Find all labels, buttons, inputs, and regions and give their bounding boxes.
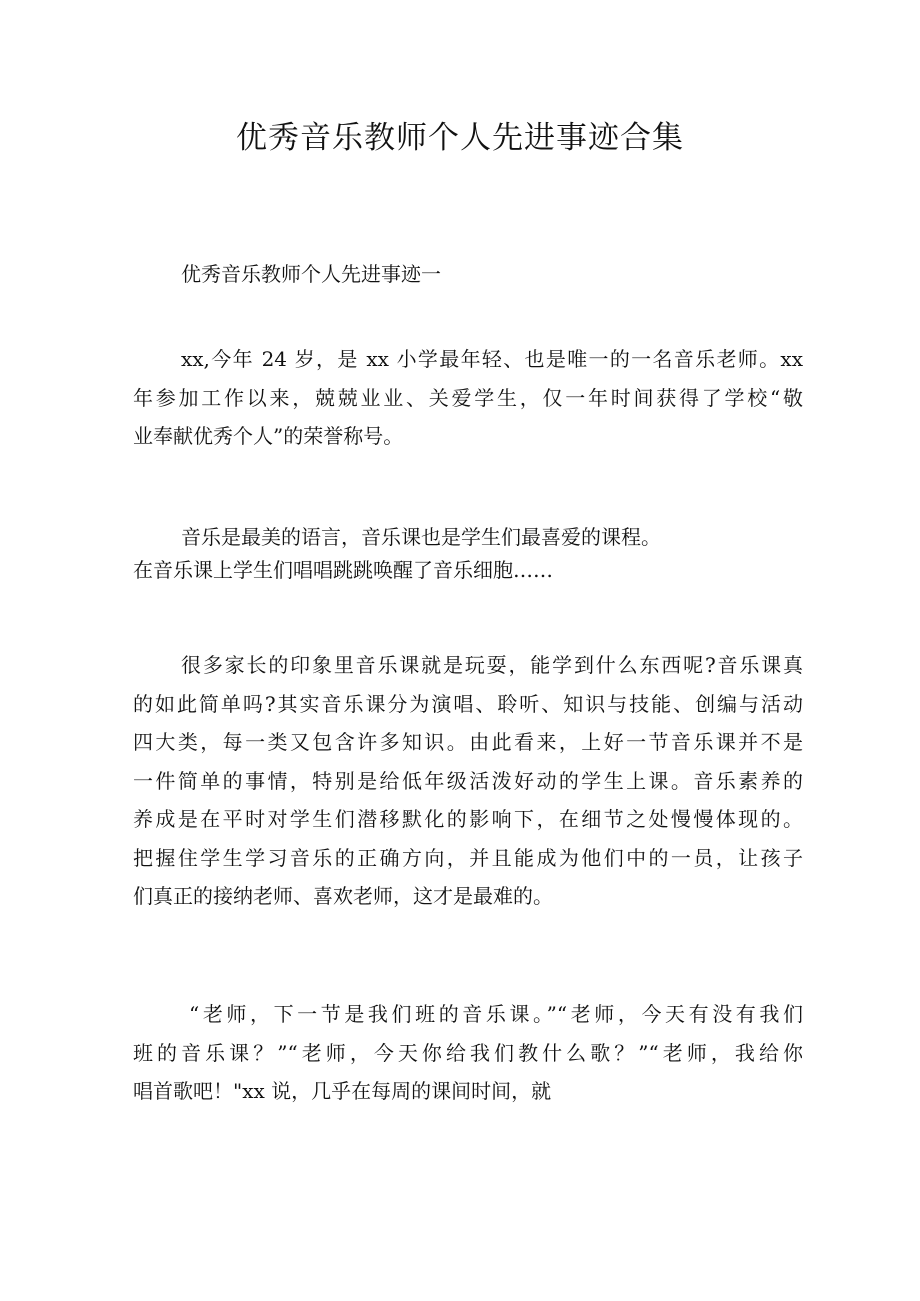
document-title: 优秀音乐教师个人先进事迹合集 [236,120,684,156]
section-heading [133,255,803,294]
paragraph-2-line-2: 在音乐课上学生们唱唱跳跳唤醒了音乐细胞…… [133,557,553,582]
paragraph-3-line-4: 一件简单的事情，特别是给低年级活泼好动的学生上课。音乐素养的 [133,768,803,793]
paragraph-3-line-7: 们真正的接纳老师、喜欢老师，这才是最难的。 [133,884,553,908]
paragraph-4-line-3: 唱首歌吧！"xx 说，几乎在每周的课间时间，就 [133,1079,552,1103]
paragraph-2-line-1: 音乐是最美的语言，音乐课也是学生们最喜爱的课程。 [181,525,661,549]
paragraph-1 [133,340,803,456]
paragraph-3-line-6: 把握住学生学习音乐的正确方向，并且能成为他们中的一员，让孩子 [133,845,803,870]
paragraph-2 [133,518,803,589]
paragraph-1-line-2: 年参加工作以来，兢兢业业、关爱学生，仅一年时间获得了学校“敬 [133,385,803,410]
paragraph-3 [133,646,803,916]
paragraph-1-line-3: 业奉献优秀个人”的荣誉称号。 [133,424,404,448]
paragraph-3-line-3: 四大类，每一类又包含许多知识。由此看来，上好一节音乐课并不是 [133,730,803,754]
paragraph-4-line-1: “老师，下一节是我们班的音乐课。”“老师，今天有没有我们 [189,1002,803,1026]
paragraph-4 [133,995,803,1111]
paragraph-1-line-1: xx,今年 24 岁，是 xx 小学最年轻、也是唯一的一名音乐老师。xx [181,347,803,371]
paragraph-4-line-2: 班的音乐课？”“老师，今天你给我们教什么歌？”“老师，我给你 [133,1040,803,1065]
section-heading-text: 优秀音乐教师个人先进事迹一 [181,262,441,286]
paragraph-3-line-5: 养成是在平时对学生们潜移默化的影响下，在细节之处慢慢体现的。 [133,807,803,831]
paragraph-3-line-1: 很多家长的印象里音乐课就是玩耍，能学到什么东西呢?音乐课真 [181,653,803,677]
paragraph-3-line-2: 的如此简单吗?其实音乐课分为演唱、聆听、知识与技能、创编与活动 [133,691,803,716]
